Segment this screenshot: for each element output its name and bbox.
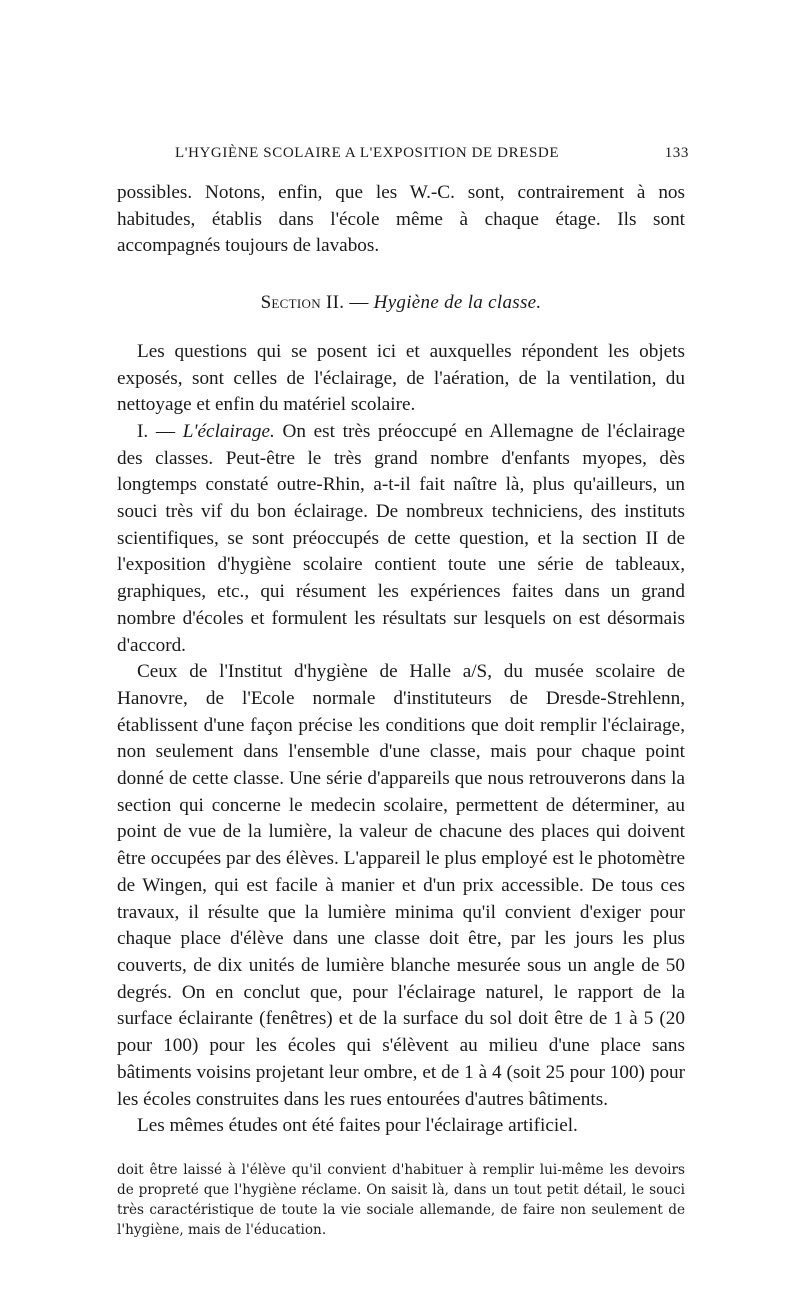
footnote-text: doit être laissé à l'élève qu'il convient d'habituer à remplir lui-même les devoirs de propreté que l'hygiène réclame. On saisit là, dans un tout petit détail, le souci très caractéristique de toute la vie sociale allemande, de faire non seulement de l'hygiène, mais de l'éducation. — [117, 1161, 685, 1238]
paragraph-questions: Les questions qui se posent ici et auxquelles répondent les objets exposés, sont celles de l'éclairage, de l'aération, de la ventilation, du nettoyage et enfin du matériel scolaire. — [117, 340, 685, 416]
body-text — [117, 180, 685, 1140]
paragraph-eclairage-prefix: I. — — [137, 420, 183, 442]
running-head — [175, 145, 689, 162]
paragraph-continuation: possibles. Notons, enfin, que les W.-C. sont, contrairement à nos habitudes, établis dans l'école même à chaque étage. Ils sont accompagnés toujours de lavabos. — [117, 182, 685, 257]
section-dash: — — [344, 292, 374, 314]
paragraph-artificial: Les mêmes études ont été faites pour l'éclairage artificiel. — [137, 1115, 578, 1137]
footnote — [117, 1160, 685, 1240]
paragraph-eclairage-term: L'éclairage. — [182, 420, 275, 442]
paragraph-eclairage — [117, 419, 685, 659]
book-page — [117, 145, 689, 1240]
paragraph-institutes: Ceux de l'Institut d'hygiène de Halle a/S, du musée scolaire de Hanovre, de l'Ecole normale d'instituteurs de Dresde-Strehlenn, établissent d'une façon précise les conditions que doit remplir l'éclairage, non seulement dans l'ensemble d'une classe, mais pour chaque point donné de cette classe. Une série d'appareils que nous retrouverons dans la section qui concerne le medecin scolaire, permettent de déterminer, au point de vue de la lumière, la valeur de chacune des places qui doivent être occupées par des élèves. L'appareil le plus employé est le photomètre de Wingen, qui est facile à manier et d'un prix accessible. De tous ces travaux, il résulte que la lumière minima qu'il convient d'exiger pour chaque place d'élève dans une classe doit être, par les jours les plus couverts, de dix unités de lumière blanche mesurée sous un angle de 50 degrés. On en conclut que, pour l'éclairage naturel, le rapport de la surface éclairante (fenêtres) et de la surface du sol doit être de 1 à 5 (20 pour 100) pour les écoles qui s'élèvent au milieu d'une place sans bâtiments voisins projetant leur ombre, et de 1 à 4 (soit 25 pour 100) pour les écoles construites dans les rues entourées d'autres bâtiments. — [117, 661, 685, 1110]
running-head-title: L'HYGIÈNE SCOLAIRE A L'EXPOSITION DE DRESDE — [175, 145, 560, 161]
section-title: Hygiène de la classe. — [373, 292, 542, 314]
page-number: 133 — [664, 145, 689, 161]
paragraph-eclairage-body: On est très préoccupé en Allemagne de l'éclairage des classes. Peut-être le très grand nombre d'enfants myopes, dès longtemps constaté outre-Rhin, a-t-il fait naître là, plus qu'ailleurs, un souci très vif du bon éclairage. De nombreux techniciens, des instituts scientifiques, se sont préoccupés de cette question, et la section II de l'exposition d'hygiène scolaire contient toute une série de tableaux, graphiques, etc., qui résument les expériences faites dans un grand nombre d'écoles et formulent les résultats sur lesquels on est désormais d'accord. — [117, 420, 686, 656]
section-number: II. — [325, 292, 345, 314]
section-label: Section — [260, 292, 321, 314]
section-heading — [117, 290, 685, 317]
